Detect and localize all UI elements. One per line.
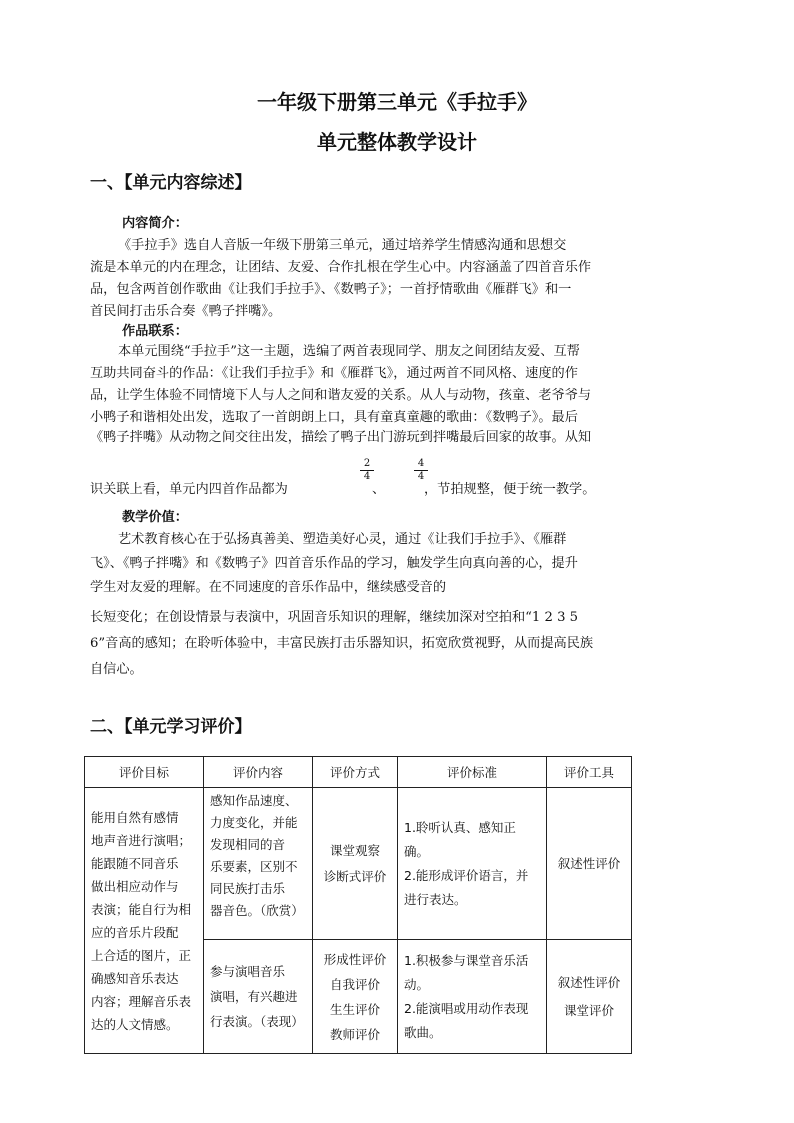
table-row bbox=[85, 788, 632, 940]
tool-text: 叙述性评价 bbox=[557, 855, 621, 871]
intro-line: 《手拉手》选自人音版一年级下册第三单元，通过培养学生情感沟通和思想交 bbox=[118, 238, 567, 253]
method-cell bbox=[313, 788, 398, 940]
meter-separator: 、 bbox=[372, 482, 386, 497]
page-title: 一年级下册第三单元《手拉手》 bbox=[257, 90, 537, 114]
method-line: 自我评价 bbox=[329, 976, 380, 992]
goal-line: 能用自然有感情 bbox=[91, 809, 179, 825]
content-line: 参与演唱音乐 bbox=[210, 964, 286, 979]
table-header-row bbox=[85, 757, 632, 788]
value-line: 飞》、《鸭子拌嘴》和《数鸭子》四首音乐作品的学习，触发学生向真向善的心，提升 bbox=[90, 556, 578, 571]
link-line: 本单元围绕“手拉手”这一主题，选编了两首表现同学、朋友之间团结友爱、互帮 bbox=[118, 344, 580, 359]
method-line: 教师评价 bbox=[329, 1026, 380, 1042]
tool-line: 课堂评价 bbox=[563, 1002, 614, 1018]
section-heading-content: 一、【单元内容综述】 bbox=[90, 173, 252, 193]
meter-line-start: 识关联上看，单元内四首作品都为 bbox=[90, 482, 288, 497]
frac2-num: 4 bbox=[414, 458, 428, 471]
method-line: 形成性评价 bbox=[323, 951, 387, 967]
content-cell bbox=[204, 940, 313, 1054]
value-heading: 教学价值： bbox=[122, 510, 188, 525]
meter-line-end: ，节拍规整，便于统一教学。 bbox=[424, 482, 596, 497]
goal-line: 做出相应动作与 bbox=[91, 878, 179, 894]
goal-line: 能跟随不同音乐 bbox=[91, 855, 179, 871]
standard-line: 歌曲。 bbox=[404, 1024, 442, 1040]
intro-line: 品，包含两首创作歌曲《让我们手拉手》、《数鸭子》；一首抒情歌曲《雁群飞》和一 bbox=[90, 282, 572, 297]
header-standard: 评价标准 bbox=[398, 757, 547, 788]
evaluation-table bbox=[84, 756, 632, 1054]
value-line: 自信心。 bbox=[90, 662, 143, 677]
standard-line: 1.积极参与课堂音乐活 bbox=[404, 952, 529, 968]
content-line: 乐要素，区别不 bbox=[210, 859, 298, 874]
header-goal: 评价目标 bbox=[85, 757, 204, 788]
standard-line: 进行表达。 bbox=[404, 891, 467, 907]
tool-line: 叙述性评价 bbox=[557, 974, 621, 990]
standard-line: 2.能演唱或用动作表现 bbox=[404, 1000, 529, 1016]
standard-line: 动。 bbox=[404, 976, 430, 992]
goal-cell bbox=[85, 788, 204, 1054]
content-line: 发现相同的音 bbox=[210, 837, 286, 852]
method-line: 生生评价 bbox=[329, 1001, 380, 1017]
goal-line: 应的音乐片段配 bbox=[91, 924, 179, 940]
link-line: 品，让学生体验不同情境下人与人之间和谐友爱的关系。从人与动物，孩童、老爷爷与 bbox=[90, 388, 592, 403]
frac1-den: 4 bbox=[363, 471, 371, 482]
standard-line: 2.能形成评价语言，并 bbox=[404, 867, 529, 883]
link-line: 《鸭子拌嘴》从动物之间交往出发，描绘了鸭子出门游玩到拌嘴最后回家的故事。从知 bbox=[90, 430, 592, 445]
content-line: 感知作品速度、 bbox=[210, 793, 298, 808]
standard-line: 1.聆听认真、感知正确。 bbox=[404, 819, 516, 859]
goal-line: 地声音进行演唱； bbox=[91, 832, 192, 848]
goal-line: 表演；能自行为相 bbox=[91, 901, 192, 917]
header-method: 评价方式 bbox=[313, 757, 398, 788]
intro-heading: 内容简介： bbox=[122, 216, 188, 231]
content-cell bbox=[204, 788, 313, 940]
intro-line: 首民间打击乐合奏《鸭子拌嘴》。 bbox=[90, 304, 282, 319]
standard-cell bbox=[398, 788, 547, 940]
value-line: 艺术教育核心在于弘扬真善美、塑造美好心灵，通过《让我们手拉手》、《雁群 bbox=[118, 532, 567, 547]
link-line: 互助共同奋斗的作品：《让我们手拉手》和《雁群飞》，通过两首不同风格、速度的作 bbox=[90, 366, 578, 381]
value-line: 学生对友爱的理解。在不同速度的音乐作品中，继续感受音的 bbox=[90, 580, 447, 595]
page-subtitle: 单元整体教学设计 bbox=[317, 130, 477, 154]
header-content: 评价内容 bbox=[204, 757, 313, 788]
content-line: 力度变化，并能 bbox=[210, 815, 298, 830]
link-heading: 作品联系： bbox=[122, 324, 188, 339]
content-line: 同民族打击乐 bbox=[210, 881, 286, 896]
goal-line: 上合适的图片，正 bbox=[91, 947, 192, 963]
section-heading-evaluation: 二、【单元学习评价】 bbox=[90, 717, 252, 737]
frac2-den: 4 bbox=[417, 471, 425, 482]
frac1-num: 2 bbox=[360, 458, 374, 471]
value-line: 6”音高的感知；在聆听体验中，丰富民族打击乐器知识，拓宽欣赏视野，从而提高民族 bbox=[90, 636, 594, 651]
content-line: 器音色。（欣赏） bbox=[210, 903, 304, 918]
goal-line: 达的人文情感。 bbox=[91, 1016, 179, 1032]
method-cell bbox=[313, 940, 398, 1054]
standard-cell bbox=[398, 940, 547, 1054]
value-line: 长短变化；在创设情景与表演中，巩固音乐知识的理解，继续加深对空拍和“1 2 3 5 bbox=[90, 610, 579, 625]
header-tool: 评价工具 bbox=[547, 757, 632, 788]
method-line: 诊断式评价 bbox=[323, 868, 387, 884]
method-line: 课堂观察 bbox=[329, 842, 380, 858]
content-line: 演唱，有兴趣进 bbox=[210, 989, 298, 1004]
intro-line: 流是本单元的内在理念，让团结、友爱、合作扎根在学生心中。内容涵盖了四首音乐作 bbox=[90, 260, 592, 275]
tool-cell bbox=[547, 940, 632, 1054]
link-line: 小鸭子和谐相处出发，选取了一首朗朗上口，具有童真童趣的歌曲：《数鸭子》。最后 bbox=[90, 410, 578, 425]
goal-line: 确感知音乐表达 bbox=[91, 970, 179, 986]
content-line: 行表演。（表现） bbox=[210, 1014, 304, 1029]
goal-line: 内容；理解音乐表 bbox=[91, 993, 192, 1009]
tool-cell bbox=[547, 788, 632, 940]
